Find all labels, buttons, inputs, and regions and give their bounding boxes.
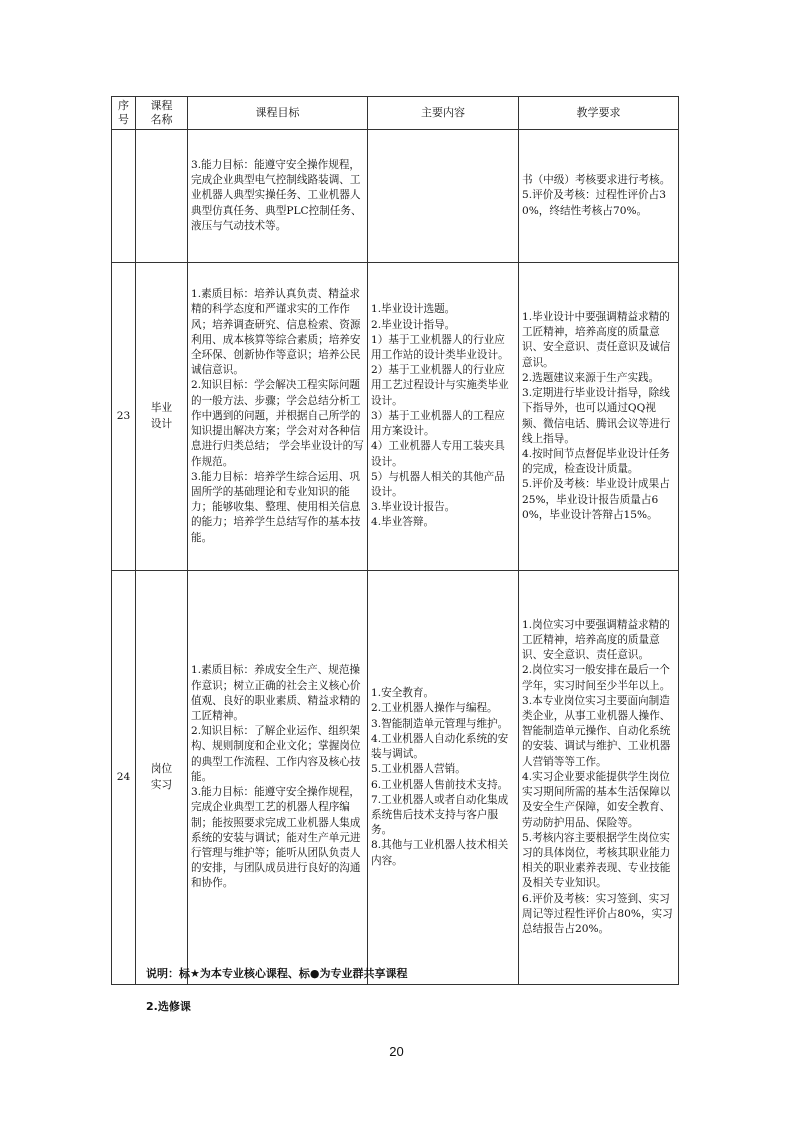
row-objective: 1.素质目标：养成安全生产、规范操作意识；树立正确的社会主义核心价值观、良好的职业素质、精益求精的工匠精神。 2.知识目标：了解企业运作、组织架构、规则制度和企业文化；掌握岗位的典型工作流程、工作内容及核心技能。 3.能力目标：能遵守安全操作规程，完成企业典型工艺的机器人程序编制；能按照要求完成工业机器人集成系统的安装与调试；能对生产单元进行管理与维护等；能听从团队负责人的安排，与团队成员进行良好的沟通和协作。	[188, 571, 368, 985]
row-objective: 1.素质目标：培养认真负责、精益求精的科学态度和严谨求实的工作作风；培养调查研究、信息检索、资源利用、成本核算等综合素质；培养安全环保、创新协作等意识；培养公民诚信意识。 2.知识目标：学会解决工程实际问题的一般方法、步骤；学会总结分析工作中遇到的问题，并根据自己所学的知识提出解决方案；学会对对各种信息进行归类总结； 学会毕业设计的写作规范。 3.能力目标：培养学生综合运用、巩固所学的基础理论和专业知识的能力；能够收集、整理、使用相关信息的能力；培养学生总结写作的基本技能。	[188, 263, 368, 571]
row-content: 1.安全教育。 2.工业机器人操作与编程。 3.智能制造单元管理与维护。 4.工业机器人自动化系统的安装与调试。 5.工业机器人营销。 6.工业机器人售前技术支持。 7.工业机器人或者自动化集成系统售后技术支持与客户服务。 8.其他与工业机器人技术相关内容。	[368, 571, 519, 985]
row-content	[368, 130, 519, 263]
header-content: 主要内容	[368, 97, 519, 130]
row-num: 23	[112, 263, 136, 571]
row-requirement: 1.岗位实习中要强调精益求精的工匠精神，培养高度的质量意识、安全意识、责任意识。 2.岗位实习一般安排在最后一个学年，实习时间至少半年以上。 3.本专业岗位实习主要面向制造类企业，从事工业机器人操作、智能制造单元操作、自动化系统的安装、调试与维护、工业机器人营销等等工作。 4.实习企业要求能提供学生岗位实习期间所需的基本生活保障以及安全生产保障，如安全教育、劳动防护用品、保险等。 5.考核内容主要根据学生岗位实习的具体岗位，考核其职业能力相关的职业素养表现、专业技能及相关专业知识。 6.评价及考核：实习签到、实习周记等过程性评价占80%，实习总结报告占20%。	[519, 571, 679, 985]
table-row	[112, 263, 679, 571]
row-content: 1.毕业设计选题。 2.毕业设计指导。 1）基于工业机器人的行业应用工作站的设计类毕业设计。 2）基于工业机器人的行业应用工艺过程设计与实施类毕业设计。 3）基于工业机器人的工程应用方案设计。 4）工业机器人专用工装夹具设计。 5）与机器人相关的其他产品设计。 3.毕业设计报告。 4.毕业答辩。	[368, 263, 519, 571]
header-num: 序 号	[112, 97, 136, 130]
row-objective: 3.能力目标：能遵守安全操作规程，完成企业典型电气控制线路装调、工业机器人典型实操任务、工业机器人典型仿真任务、典型PLC控制任务、液压与气动技术等。	[188, 130, 368, 263]
table-row	[112, 571, 679, 985]
row-num: 24	[112, 571, 136, 985]
row-course-name	[136, 130, 188, 263]
header-objective: 课程目标	[188, 97, 368, 130]
header-course-name: 课程 名称	[136, 97, 188, 130]
row-course-name: 岗位 实习	[136, 571, 188, 985]
course-table	[111, 96, 679, 985]
table-row	[112, 130, 679, 263]
row-course-name: 毕业 设计	[136, 263, 188, 571]
table-header-row	[112, 97, 679, 130]
row-requirement: 1.毕业设计中要强调精益求精的工匠精神，培养高度的质量意识、安全意识、责任意识及诚信意识。 2.选题建议来源于生产实践。 3.定期进行毕业设计指导，除线下指导外，也可以通过QQ视频、微信电话、腾讯会议等进行线上指导。 4.按时间节点督促毕业设计任务的完成，检查设计质量。 5.评价及考核：毕业设计成果占25%，毕业设计报告质量占60%，毕业设计答辩占15%。	[519, 263, 679, 571]
page-number: 20	[389, 1044, 404, 1059]
row-num	[112, 130, 136, 263]
row-requirement: 书（中级）考核要求进行考核。 5.评价及考核：过程性评价占30%，终结性考核占70%。	[519, 130, 679, 263]
section-title: 2.选修课	[146, 1000, 191, 1013]
header-requirement: 教学要求	[519, 97, 679, 130]
table-note: 说明：标★为本专业核心课程、标●为专业群共享课程	[146, 967, 408, 980]
